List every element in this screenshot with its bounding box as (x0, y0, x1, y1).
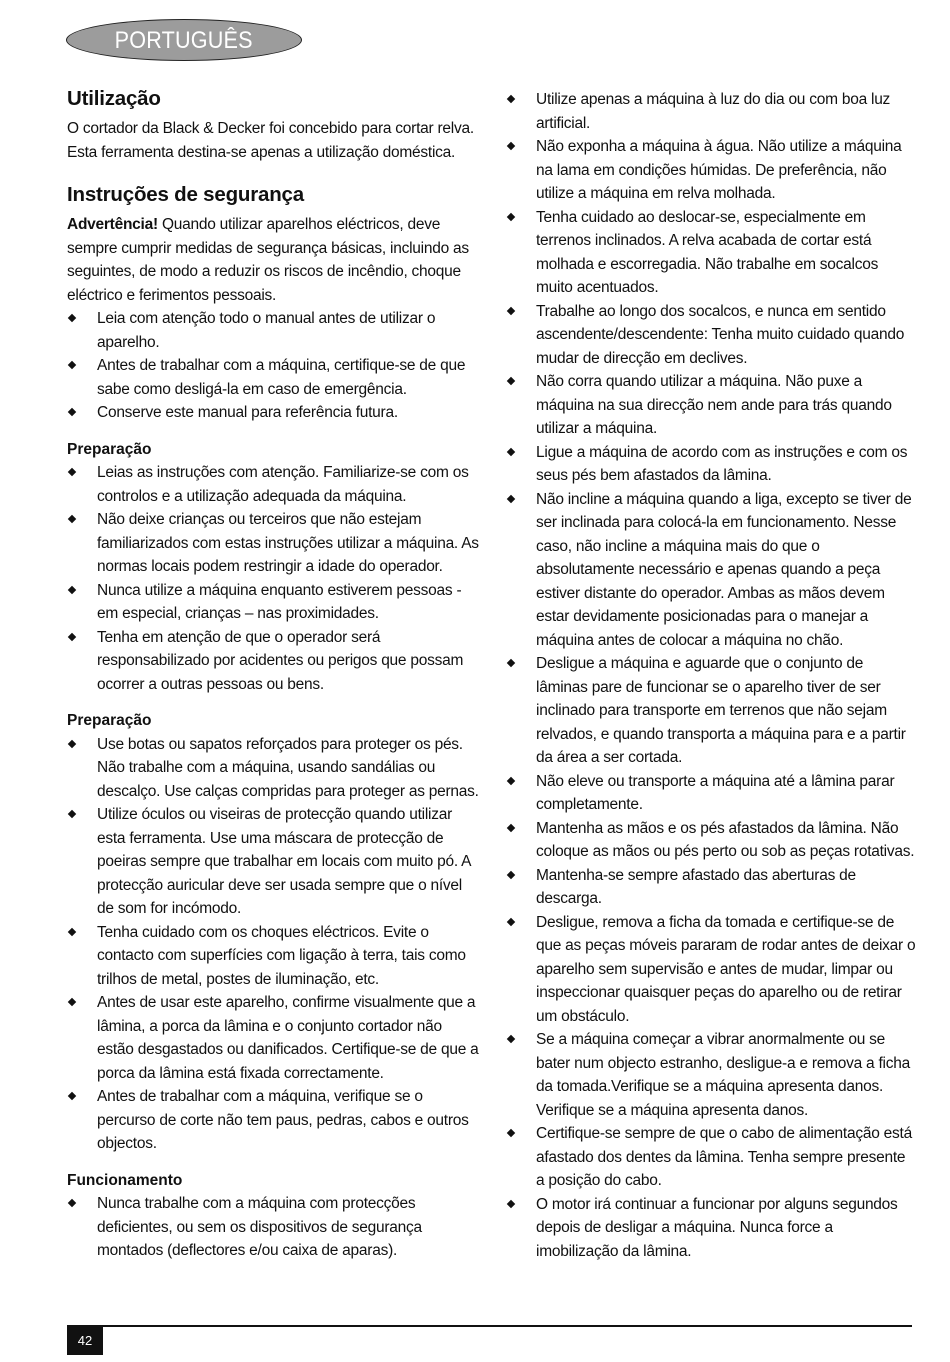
list-item-text: Ligue a máquina de acordo com as instruções e com os seus pés bem afastados da lâmina. (536, 443, 908, 484)
list-item (67, 921, 479, 992)
list-item-text: Use botas ou sapatos reforçados para proteger os pés. Não trabalhe com a máquina, usando sandálias ou descalço. Use calças compridas para proteger as pernas. (97, 735, 479, 800)
list-item (506, 88, 916, 135)
list-item (67, 461, 479, 508)
diamond-bullet-icon (68, 1199, 76, 1207)
list-funcionamento (67, 1192, 479, 1263)
list-item (67, 401, 479, 425)
footer-rule (67, 1325, 912, 1327)
right-column (506, 88, 916, 1263)
diamond-bullet-icon (507, 917, 515, 925)
list-item-text: Desligue, remova a ficha da tomada e certifique-se de que as peças móveis pararam de rodar antes de deixar o aparelho sem supervisão e antes de mudar, limpar ou inspeccionar quaisquer peças do aparelho ou de retirar um obstáculo. (536, 913, 916, 1025)
section-title-utilizacao: Utilização (67, 87, 161, 110)
diamond-bullet-icon (507, 823, 515, 831)
list-item-text: Nunca trabalhe com a máquina com protecções deficientes, ou sem os dispositivos de segurança montados (deflectores e/ou caixa de aparas). (97, 1195, 422, 1259)
diamond-bullet-icon (507, 306, 515, 314)
list-item (67, 626, 479, 697)
list-item-text: Tenha cuidado com os choques eléctricos. Evite o contacto com superfícies com ligação à terra, tais como trilhos de metal, postes de iluminação, etc. (97, 923, 466, 988)
list-item-text: Não exponha a máquina à água. Não utilize a máquina na lama em condições húmidas. De preferência, não utilize a máquina em relva molhada. (536, 138, 902, 202)
list-item-text: Não eleve ou transporte a máquina até a lâmina parar completamente. (536, 772, 895, 813)
list-seguranca (67, 307, 479, 425)
list-item (67, 354, 479, 401)
list-item (506, 1122, 916, 1193)
list-item (67, 307, 479, 354)
diamond-bullet-icon (68, 314, 76, 322)
diamond-bullet-icon (507, 1129, 515, 1137)
diamond-bullet-icon (68, 810, 76, 818)
list-item (67, 991, 479, 1085)
diamond-bullet-icon (507, 1035, 515, 1043)
list-item-text: Antes de trabalhar com a máquina, certifique-se de que sabe como desligá-la em caso de emergência. (97, 357, 466, 398)
diamond-bullet-icon (68, 1092, 76, 1100)
list-item (506, 441, 916, 488)
list-preparacao-1 (67, 461, 479, 696)
list-item (506, 488, 916, 653)
list-item (506, 1193, 916, 1264)
list-item (67, 508, 479, 579)
utilizacao-text: O cortador da Black & Decker foi concebido para cortar relva. Esta ferramenta destina-se apenas a utilização doméstica. (67, 120, 474, 161)
diamond-bullet-icon (68, 408, 76, 416)
diamond-bullet-icon (507, 1199, 515, 1207)
diamond-bullet-icon (507, 870, 515, 878)
list-item (506, 1028, 916, 1122)
diamond-bullet-icon (68, 739, 76, 747)
list-item-text: Se a máquina começar a vibrar anormalmente ou se bater num objecto estranho, desligue-a e remova a ficha da tomada.Verifique se a máquina apresenta danos. Verifique se a máquina apresenta danos. (536, 1031, 910, 1119)
list-item (67, 579, 479, 626)
list-item (506, 864, 916, 911)
list-item (506, 135, 916, 206)
diamond-bullet-icon (68, 361, 76, 369)
list-item (506, 770, 916, 817)
list-item-text: Não incline a máquina quando a liga, excepto se tiver de ser inclinada para colocá-la em funcionamento. Nesse caso, não incline a máquina mais do que o absolutamente necessário e apenas quando a peça estiver distante do operador. Ambas as mãos devem estar devidamente posicionadas para o manejar a máquina antes de colocar a máquina no chão. (536, 490, 912, 649)
diamond-bullet-icon (507, 212, 515, 220)
list-item (506, 206, 916, 300)
list-item-text: Não corra quando utilizar a máquina. Não puxe a máquina na sua direcção nem ande para trás quando utilizar a máquina. (536, 373, 892, 437)
list-item-text: Tenha em atenção de que o operador será responsabilizado por acidentes ou perigos que possam ocorrer a outras pessoas ou bens. (97, 628, 464, 693)
subsection-title-preparacao-1: Preparação (67, 440, 152, 458)
diamond-bullet-icon (68, 632, 76, 640)
list-item-text: Desligue a máquina e aguarde que o conjunto de lâminas pare de funcionar se o aparelho tiver de ser inclinado para transporte em terrenos que não sejam relvados, e quando transporta a máquina para e a partir da área a ser cortada. (536, 655, 906, 766)
list-item (506, 911, 916, 1029)
list-item-text: Conserve este manual para referência futura. (97, 404, 398, 421)
list-item (506, 652, 916, 770)
list-item-text: Utilize apenas a máquina à luz do dia ou com boa luz artificial. (536, 91, 891, 132)
warning-text: Quando utilizar aparelhos eléctricos, deve sempre cumprir medidas de segurança básicas, incluindo as seguintes, de modo a reduzir os riscos de incêndio, choque eléctrico e ferimentos pessoais. (67, 216, 469, 304)
list-item (506, 300, 916, 371)
list-item (506, 817, 916, 864)
diamond-bullet-icon (507, 95, 515, 103)
diamond-bullet-icon (507, 142, 515, 150)
list-item-text: Mantenha as mãos e os pés afastados da lâmina. Não coloque as mãos ou pés perto ou sob as peças rotativas. (536, 819, 915, 860)
list-item-text: Mantenha-se sempre afastado das aberturas de descarga. (536, 866, 856, 907)
list-item-text: Antes de usar este aparelho, confirme visualmente que a lâmina, a porca da lâmina e o conjunto cortador não estão desgastados ou danificados. Certifique-se de que a porca da lâmina está fixada correctamente. (97, 994, 479, 1082)
list-item-text: Leias as instruções com atenção. Familiarize-se com os controlos e a utilização adequada da máquina. (97, 464, 469, 505)
language-badge (66, 19, 302, 61)
language-label: PORTUGUÊS (114, 27, 254, 54)
list-item (506, 370, 916, 441)
list-item-text: Tenha cuidado ao deslocar-se, especialmente em terrenos inclinados. A relva acabada de cortar está molhada e escorregadia. Não trabalhe em socalcos muito acentuados. (536, 208, 879, 296)
diamond-bullet-icon (68, 927, 76, 935)
diamond-bullet-icon (507, 659, 515, 667)
page-number: 42 (67, 1326, 103, 1355)
list-item (67, 1085, 479, 1156)
list-item-text: Utilize óculos ou viseiras de protecção quando utilizar esta ferramenta. Use uma máscara de protecção de poeiras sempre que trabalhar em locais com muito pó. A protecção auricular deve ser usada sempre que o nível de som for incómodo. (97, 806, 471, 917)
warning-label: Advertência! (67, 216, 158, 233)
diamond-bullet-icon (68, 515, 76, 523)
list-right-column (506, 88, 916, 1263)
diamond-bullet-icon (68, 585, 76, 593)
list-item (67, 733, 479, 804)
list-item-text: Não deixe crianças ou terceiros que não estejam familiarizados com estas instruções utilizar a máquina. As normas locais podem restringir a idade do operador. (97, 511, 479, 575)
diamond-bullet-icon (68, 468, 76, 476)
list-item-text: Nunca utilize a máquina enquanto estiverem pessoas - em especial, crianças – nas proximidades. (97, 581, 462, 622)
diamond-bullet-icon (507, 377, 515, 385)
left-column (67, 86, 479, 1263)
list-item-text: Leia com atenção todo o manual antes de utilizar o aparelho. (97, 310, 436, 351)
section-title-seguranca: Instruções de segurança (67, 183, 304, 206)
list-item-text: Certifique-se sempre de que o cabo de alimentação está afastado dos dentes da lâmina. Tenha sempre presente a posição do cabo. (536, 1125, 912, 1189)
subsection-title-funcionamento: Funcionamento (67, 1171, 183, 1189)
diamond-bullet-icon (507, 776, 515, 784)
list-item (67, 1192, 479, 1263)
diamond-bullet-icon (68, 998, 76, 1006)
list-item (67, 803, 479, 921)
warning-paragraph (67, 213, 479, 307)
diamond-bullet-icon (507, 447, 515, 455)
list-preparacao-2 (67, 733, 479, 1156)
diamond-bullet-icon (507, 494, 515, 502)
list-item-text: Antes de trabalhar com a máquina, verifique se o percurso de corte não tem paus, pedras, cabos e outros objectos. (97, 1088, 469, 1152)
subsection-title-preparacao-2: Preparação (67, 712, 152, 729)
list-item-text: Trabalhe ao longo dos socalcos, e nunca em sentido ascendente/descendente: Tenha muito cuidado quando mudar de direcção em declives. (536, 302, 905, 367)
list-item-text: O motor irá continuar a funcionar por alguns segundos depois de desligar a máquina. Nunca force a imobilização da lâmina. (536, 1195, 898, 1260)
